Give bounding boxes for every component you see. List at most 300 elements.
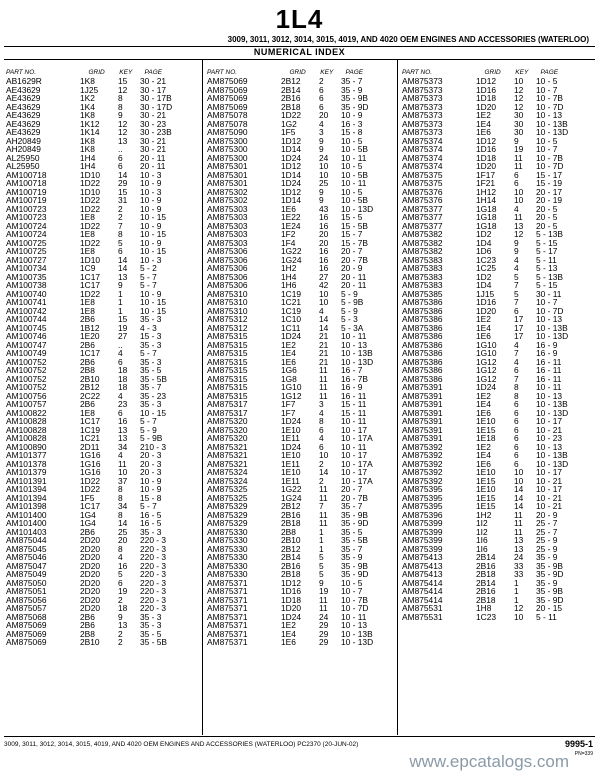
part-number: AM875371: [207, 628, 248, 639]
grid-ref: 1C23: [476, 611, 497, 622]
page-ref: 10 - 11: [536, 382, 562, 392]
key-number: 6: [514, 433, 519, 443]
page-ref: 15 - 7: [341, 229, 363, 239]
part-number: AM875374: [402, 161, 443, 171]
grid-ref: 1H2: [476, 509, 492, 520]
key-number: 5: [319, 569, 324, 579]
page-ref: 35 - 7: [140, 382, 162, 392]
key-number: 29: [319, 620, 329, 630]
page-ref: 35 - 9: [536, 552, 558, 562]
key-number: 11: [514, 518, 523, 528]
page-ref: 35 - 9D: [536, 594, 564, 605]
grid-ref: 2B16: [281, 509, 301, 520]
key-number: 15: [118, 186, 128, 197]
part-number: AM875315: [207, 382, 248, 392]
page-ref: 20 - 3: [140, 450, 162, 460]
page-ref: 10 - 9: [140, 195, 162, 205]
part-number: AM875312: [207, 314, 248, 324]
key-number: 14: [118, 169, 128, 180]
part-number: AM875382: [402, 237, 443, 248]
grid-ref: 2B6: [80, 620, 95, 630]
page-ref: 5 - 15: [536, 280, 558, 290]
key-number: 1: [118, 288, 123, 299]
page-ref: 5 - 7: [140, 416, 157, 426]
grid-ref: 1C19: [281, 288, 302, 299]
key-number: 5: [118, 237, 123, 248]
grid-ref: 2D20: [80, 603, 101, 613]
page-ref: 10 - 13: [536, 390, 563, 401]
page-ref: 15 - 5: [341, 212, 363, 222]
part-number: AM875302: [207, 186, 248, 197]
key-number: 10: [514, 76, 524, 86]
page-ref: 5 - 9B: [341, 297, 364, 307]
part-number: AM875399: [402, 543, 443, 554]
page-ref: 35 - 9B: [341, 509, 369, 520]
part-number: AM875330: [207, 560, 248, 571]
key-number: 4: [319, 433, 324, 443]
page-ref: 10 - 3: [140, 254, 162, 265]
page-ref: 220 - 3: [140, 552, 167, 562]
key-number: 27: [118, 331, 128, 341]
grid-ref: 1D18: [476, 152, 497, 163]
key-number: 9: [514, 237, 519, 248]
grid-ref: 1G24: [281, 254, 302, 265]
key-number: 14: [319, 467, 329, 477]
part-number: AM875315: [207, 390, 248, 401]
grid-ref: 2B6: [80, 314, 95, 324]
page-ref: 10 - 13: [341, 339, 368, 350]
key-number: 18: [118, 365, 128, 375]
page-ref: 10 - 5: [341, 135, 363, 146]
grid-ref: 1F2: [281, 229, 296, 239]
page-ref: 10 - 5B: [341, 195, 369, 205]
grid-ref: 1H4: [80, 161, 96, 171]
grid-ref: 1F5: [80, 492, 95, 503]
page-ref: 16 - 9: [536, 348, 558, 358]
key-number: 8: [118, 484, 123, 494]
part-number: AM875391: [402, 407, 443, 418]
grid-ref: 1E4: [476, 399, 491, 409]
page-ref: 15 - 5B: [341, 220, 369, 231]
part-number: AM100723: [6, 203, 47, 214]
part-number: AM875320: [207, 433, 248, 443]
page-ref: 5 - 3A: [341, 322, 364, 333]
part-number: AE43629: [6, 118, 41, 129]
part-number: AM100744: [6, 314, 47, 324]
page-ref: 10 - 5: [536, 76, 558, 86]
page-ref: 10 - 13: [536, 441, 563, 452]
grid-ref: 1E4: [476, 450, 491, 460]
key-number: 10: [319, 288, 329, 299]
grid-ref: 1D4: [476, 280, 492, 290]
key-number: 4: [319, 118, 324, 129]
key-number: 11: [118, 458, 127, 469]
key-number: 13: [118, 433, 128, 443]
grid-ref: 1H12: [476, 186, 497, 197]
key-number: 16: [319, 220, 329, 231]
key-number: 18: [118, 382, 128, 392]
key-number: 4: [118, 348, 123, 358]
page-ref: 16 - 9: [341, 382, 363, 392]
key-number: 1: [319, 535, 324, 545]
part-number: AM875375: [402, 178, 443, 188]
part-number: AM875391: [402, 433, 443, 443]
key-number: 11: [319, 484, 328, 494]
key-number: 5: [514, 288, 519, 299]
page-ref: 15 - 8: [341, 127, 363, 137]
key-number: 34: [118, 441, 128, 452]
key-number: 5: [319, 560, 324, 571]
index-title: NUMERICAL INDEX: [253, 47, 346, 57]
part-number: AH20849: [6, 144, 41, 154]
page-ref: 10 - 7B: [536, 93, 564, 103]
grid-ref: 1E4: [281, 628, 296, 639]
key-number: 5: [118, 569, 123, 579]
watermark[interactable]: www.epcatalogs.com: [409, 752, 569, 771]
key-number: 13: [118, 620, 128, 630]
part-number: AM875301: [207, 161, 248, 171]
header-part: PART NO.: [402, 69, 433, 76]
header-key: KEY: [515, 69, 529, 76]
grid-ref: 1E10: [476, 484, 496, 494]
page-ref: 5 - 15: [536, 237, 558, 248]
grid-ref: 1D6: [476, 246, 492, 256]
part-number: AM875399: [402, 518, 443, 528]
part-number: AM875383: [402, 280, 443, 290]
page-ref: 10 - 7: [341, 586, 363, 596]
page-ref: 10 - 9: [140, 237, 162, 248]
grid-ref: 1D12: [281, 161, 302, 171]
part-number: AM875373: [402, 127, 443, 137]
page-ref: 25 - 9: [536, 543, 558, 554]
page-ref: 10 - 7D: [341, 603, 369, 613]
footer-text: 3009, 3011, 3012, 3014, 3015, 4019, AND 4020 OEM ENGINES AND ACCESSORIES (WATERLOO) PC2370 (20-JUN-02): [4, 741, 359, 748]
part-number: AM100746: [6, 331, 47, 341]
part-number: AM875069: [6, 637, 47, 647]
part-number: AM875392: [402, 458, 443, 469]
page-ref: 10 - 13D: [341, 637, 374, 647]
key-number: 5: [514, 271, 519, 282]
page-ref: 15 - 11: [341, 399, 367, 409]
grid-ref: 1G4: [80, 518, 96, 528]
grid-ref: 1G18: [476, 212, 497, 222]
grid-ref: 1C10: [281, 314, 302, 324]
page-ref: 10 - 5: [341, 577, 363, 588]
grid-ref: 1D12: [281, 135, 302, 146]
part-number: AM875371: [207, 637, 248, 647]
page-ref: 16 - 3: [341, 118, 363, 129]
key-number: 12: [514, 101, 524, 112]
part-number: AM875399: [402, 526, 443, 537]
grid-ref: 1F7: [281, 399, 296, 409]
part-number: AM875044: [6, 535, 47, 545]
grid-ref: 1D2: [476, 229, 492, 239]
key-number: 8: [319, 416, 324, 426]
part-number: AM875395: [402, 484, 443, 494]
page-ref: 10 - 21: [536, 492, 563, 503]
part-number: AM875371: [207, 611, 248, 622]
part-number: AM100747: [6, 339, 47, 350]
key-number: 6: [319, 93, 324, 103]
part-number: AM875371: [207, 620, 248, 630]
page-ref: 5 - 11: [536, 611, 557, 622]
part-number: AM100725: [6, 246, 47, 256]
page-ref: 25 - 7: [536, 526, 558, 537]
page-ref: 35 - 5: [140, 365, 162, 375]
grid-ref: 1K12: [80, 118, 100, 129]
part-number: AM875303: [207, 220, 248, 231]
key-number: 2: [118, 594, 123, 605]
part-number: AM875330: [207, 569, 248, 579]
grid-ref: 1H8: [476, 603, 492, 613]
page-ref: 10 - 15: [140, 229, 167, 239]
key-number: 16: [118, 560, 128, 571]
key-number: 12: [118, 118, 128, 129]
part-number: AM875414: [402, 586, 443, 596]
header-grid: GRID: [484, 69, 501, 76]
grid-ref: 1E11: [281, 458, 300, 469]
part-number: AM875069: [207, 84, 248, 95]
header-key: KEY: [320, 69, 334, 76]
page-ref: 10 - 7D: [536, 101, 564, 112]
grid-ref: 1E2: [281, 339, 296, 350]
part-number: AM875329: [207, 509, 248, 520]
grid-ref: 2B16: [476, 586, 496, 596]
grid-ref: 1E6: [476, 127, 491, 137]
key-number: 4: [118, 390, 123, 401]
part-number: AM875330: [207, 535, 248, 545]
part-number: AM875373: [402, 93, 443, 103]
key-number: 25: [118, 526, 128, 537]
key-number: 9: [319, 135, 324, 146]
page-ref: 5 - 9B: [140, 433, 163, 443]
index-column-3: [402, 68, 597, 621]
part-number: AM875069: [6, 620, 47, 630]
part-number: AM100752: [6, 373, 47, 384]
key-number: 10: [319, 169, 329, 180]
grid-ref: 1E22: [281, 212, 301, 222]
part-number: AM101379: [6, 467, 47, 477]
part-number: AM875306: [207, 271, 248, 282]
page-ref: 220 - 3: [140, 543, 167, 554]
key-number: 24: [319, 611, 329, 622]
page-ref: 220 - 3: [140, 603, 167, 613]
page-ref: 25 - 9: [536, 535, 558, 545]
grid-ref: 2D20: [80, 535, 101, 545]
page-ref: 10 - 13: [341, 620, 368, 630]
key-number: 11: [319, 594, 328, 605]
page-ref: 16 - 11: [536, 373, 562, 384]
page-ref: 30 - 23: [140, 118, 167, 129]
key-number: 4: [514, 356, 519, 367]
key-number: 14: [514, 484, 524, 494]
grid-ref: 2B18: [476, 594, 496, 605]
page-ref: 35 - 9B: [341, 93, 369, 103]
page-ref: 35 - 9B: [536, 560, 564, 571]
page-ref: 20 - 9: [536, 509, 558, 520]
part-number: AM875395: [402, 501, 443, 511]
part-number: AM875371: [207, 586, 248, 596]
grid-ref: 1K8: [80, 110, 95, 120]
page-ref: 35 - 5B: [341, 535, 369, 545]
grid-ref: 1B12: [80, 322, 100, 333]
key-number: 7: [514, 297, 519, 307]
part-number: AM875325: [207, 492, 248, 503]
part-number: AM875329: [207, 518, 248, 528]
page-ref: 10 - 15: [140, 212, 167, 222]
page-ref: 5 - 9: [341, 305, 358, 316]
key-number: 6: [319, 424, 324, 435]
page-ref: 20 - 7B: [341, 254, 369, 265]
key-number: 1: [319, 543, 324, 554]
key-number: 6: [514, 407, 519, 418]
part-number: AM875330: [207, 543, 248, 554]
part-number: AM875371: [207, 577, 248, 588]
grid-ref: 1D14: [281, 144, 302, 154]
key-number: 27: [319, 271, 329, 282]
key-number: 6: [319, 101, 324, 112]
part-number: AM100725: [6, 237, 47, 248]
page-ref: 10 - 15: [140, 407, 167, 418]
key-number: 18: [118, 603, 128, 613]
grid-ref: 1F17: [476, 169, 496, 180]
page-ref: 35 - 9: [341, 552, 363, 562]
key-number: 4: [514, 339, 519, 350]
part-number: AM875386: [402, 348, 443, 358]
key-number: 11: [514, 509, 523, 520]
key-number: 14: [514, 501, 524, 511]
part-number: AM100822: [6, 407, 47, 418]
page-ref: 20 - 3: [140, 458, 162, 469]
page-ref: 30 - 21: [140, 144, 167, 154]
grid-ref: 2D20: [80, 560, 101, 571]
key-number: 12: [514, 229, 524, 239]
grid-ref: 1F5: [281, 127, 296, 137]
page-ref: 30 - 23B: [140, 127, 172, 137]
part-number: AM100828: [6, 416, 47, 426]
grid-ref: 2B10: [281, 535, 301, 545]
page-ref: 10 - 5: [536, 135, 558, 146]
page-ref: 35 - 5: [140, 628, 162, 639]
part-number: AM875312: [207, 322, 248, 333]
part-number: AM100727: [6, 254, 47, 265]
key-number: 15: [118, 76, 128, 86]
key-number: 17: [514, 322, 524, 333]
part-number: AM875090: [207, 127, 248, 137]
page-ref: 15 - 3: [140, 331, 162, 341]
key-number: 30: [514, 110, 524, 120]
key-number: 2: [118, 637, 123, 647]
part-number: AM875386: [402, 356, 443, 367]
grid-ref: 1C17: [80, 280, 101, 290]
grid-ref: 2D20: [80, 569, 101, 579]
key-number: 4: [319, 305, 324, 316]
part-number: AM875300: [207, 135, 248, 146]
part-number: AM875047: [6, 560, 47, 571]
page-ref: 15 - 17: [536, 169, 563, 180]
grid-ref: 1D24: [281, 611, 302, 622]
page-ref: 10 - 17: [341, 467, 368, 477]
key-number: 4: [118, 450, 123, 460]
part-number: AM875046: [6, 552, 47, 562]
page-ref: 35 - 3: [140, 339, 162, 350]
page-ref: 10 - 11: [341, 331, 367, 341]
grid-ref: 1C17: [80, 501, 101, 511]
part-number: AM875396: [402, 509, 443, 520]
part-number: AM875310: [207, 305, 248, 316]
part-number: AE43629: [6, 101, 41, 112]
page-ref: 20 - 5: [536, 220, 558, 231]
page-ref: 35 - 7: [341, 543, 363, 554]
part-number: AM100718: [6, 169, 47, 180]
page-ref: 10 - 13B: [536, 118, 568, 129]
header-key: KEY: [119, 69, 133, 76]
page-ref: 35 - 3: [140, 611, 162, 622]
grid-ref: 1C17: [80, 348, 101, 358]
grid-ref: 1D24: [476, 382, 497, 392]
grid-ref: 2B18: [281, 569, 301, 579]
key-number: 7: [514, 280, 519, 290]
grid-ref: 1I6: [476, 535, 488, 545]
key-number: 8: [118, 93, 123, 103]
part-number: AM875392: [402, 475, 443, 486]
grid-ref: 1G10: [281, 382, 302, 392]
part-number: AM100735: [6, 271, 47, 282]
grid-ref: 1D4: [476, 237, 492, 248]
part-number: AM875414: [402, 594, 443, 605]
part-number: AM875301: [207, 178, 248, 188]
part-number: AM875386: [402, 331, 443, 341]
part-number: AM875078: [207, 118, 248, 129]
part-number: AM100757: [6, 399, 47, 409]
grid-ref: 1E8: [80, 407, 95, 418]
grid-ref: 1D22: [80, 178, 101, 188]
page-ref: 10 - 17A: [341, 458, 373, 469]
key-number: 21: [319, 339, 329, 350]
key-number: 13: [118, 135, 128, 146]
part-number: AM875373: [402, 101, 443, 112]
key-number: 2: [319, 76, 324, 86]
key-number: 6: [319, 84, 324, 95]
key-number: 8: [514, 390, 519, 401]
grid-ref: 1G24: [281, 492, 302, 503]
page-ref: 10 - 13: [536, 110, 563, 120]
part-number: AM875371: [207, 603, 248, 613]
page-ref: 20 - 7B: [341, 492, 369, 503]
key-number: 16: [319, 254, 329, 265]
grid-ref: 1G8: [281, 373, 297, 384]
grid-ref: 1E15: [476, 492, 496, 503]
key-number: 10: [514, 186, 524, 197]
grid-ref: 1D24: [281, 331, 302, 341]
grid-ref: 1E2: [476, 110, 491, 120]
part-number: AM101400: [6, 509, 47, 520]
page-ref: 15 - 8: [140, 492, 162, 503]
part-number: AM875324: [207, 467, 248, 477]
grid-ref: 2B8: [281, 526, 296, 537]
part-number: AM875303: [207, 229, 248, 239]
grid-ref: 1E8: [80, 212, 95, 222]
key-number: 42: [319, 280, 329, 290]
key-number: 6: [319, 441, 324, 452]
grid-ref: 1D24: [281, 441, 302, 452]
grid-ref: 1D16: [476, 144, 497, 154]
page-ref: 20 - 3: [140, 467, 162, 477]
grid-ref: 1E10: [281, 424, 301, 435]
part-number: AE43629: [6, 84, 41, 95]
page-ref: 10 - 23: [536, 433, 563, 443]
grid-ref: 1H4: [80, 152, 96, 163]
